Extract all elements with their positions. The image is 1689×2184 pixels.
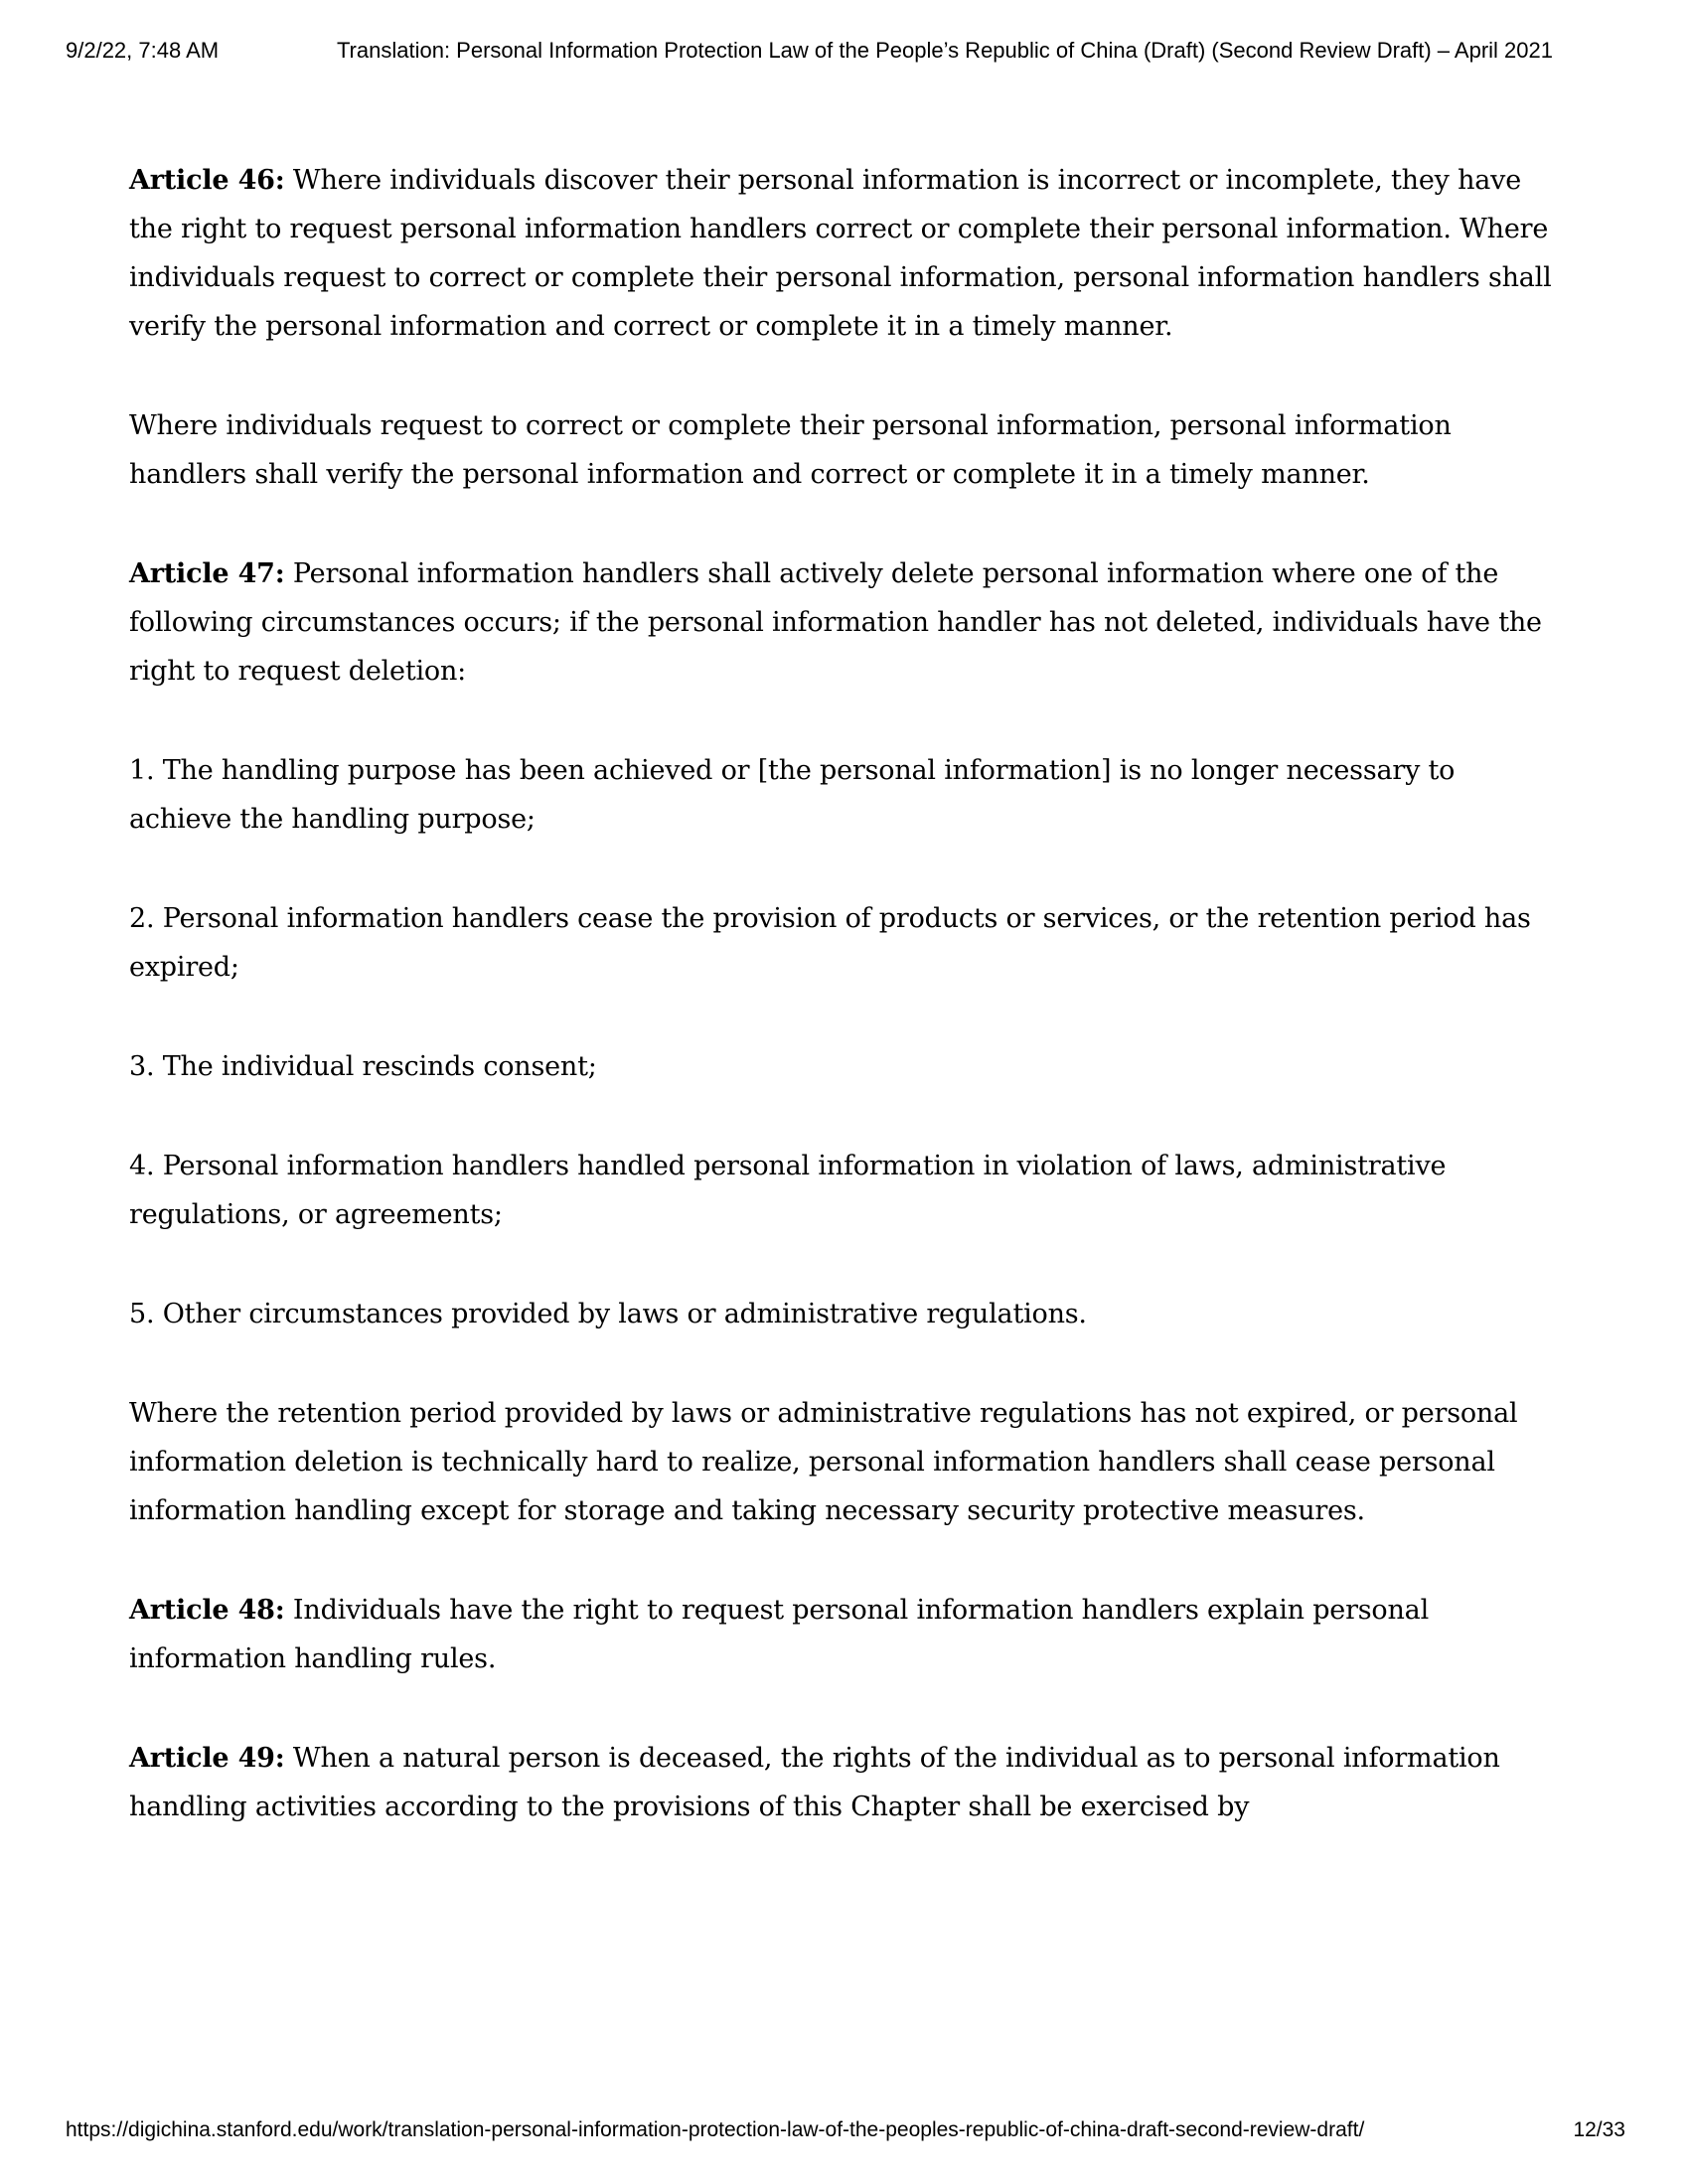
list-item-5 <box>129 1290 1560 1338</box>
article-49-label: Article 49: <box>129 1743 285 1774</box>
paragraph-article-49 <box>129 1734 1560 1831</box>
paragraph-retention <box>129 1389 1560 1535</box>
list-item-4-text: 4. Personal information handlers handled personal information in violation of laws, administrative regulations, or agreements; <box>129 1151 1447 1230</box>
article-46-text: Where individuals discover their personal information is incorrect or incomplete, they have the right to request personal information handlers correct or complete their personal information. Where individuals request to correct or complete their personal information, personal information handlers shall verify the personal information and correct or complete it in a timely manner. <box>129 165 1552 342</box>
list-item-3-text: 3. The individual rescinds consent; <box>129 1051 597 1082</box>
paragraph-article-46 <box>129 156 1560 351</box>
list-item-1 <box>129 746 1560 844</box>
article-48-label: Article 48: <box>129 1595 285 1626</box>
paragraph-article-47 <box>129 549 1560 696</box>
article-49-text: When a natural person is deceased, the rights of the individual as to personal information handling activities according to the provisions of this Chapter shall be exercised by <box>129 1743 1500 1822</box>
article-47-label: Article 47: <box>129 558 285 589</box>
article-48-text: Individuals have the right to request personal information handlers explain personal information handling rules. <box>129 1595 1430 1674</box>
list-item-5-text: 5. Other circumstances provided by laws or administrative regulations. <box>129 1299 1087 1329</box>
print-footer-url: https://digichina.stanford.edu/work/translation-personal-information-protection-law-of-the-peoples-republic-of-china-draft-second-review-draft/ <box>66 2118 1365 2141</box>
print-header-title: Translation: Personal Information Protection Law of the People’s Republic of China (Draft) (Second Review Draft) – April 2021 <box>336 38 1553 63</box>
list-item-4 <box>129 1142 1560 1239</box>
paragraph-article-46-repeat <box>129 401 1560 499</box>
paragraph-retention-text: Where the retention period provided by laws or administrative regulations has not expired, or personal information deletion is technically hard to realize, personal information handlers shall cease personal information handling except for storage and taking necessary security protective measures. <box>129 1398 1518 1526</box>
paragraph-article-48 <box>129 1586 1560 1683</box>
print-header-datetime: 9/2/22, 7:48 AM <box>66 38 220 63</box>
list-item-1-text: 1. The handling purpose has been achieved or [the personal information] is no longer necessary to achieve the handling purpose; <box>129 755 1456 835</box>
list-item-3 <box>129 1042 1560 1091</box>
document-body <box>129 156 1560 1882</box>
list-item-2 <box>129 894 1560 992</box>
article-46-label: Article 46: <box>129 165 285 196</box>
print-footer-page-indicator: 12/33 <box>1573 2118 1625 2141</box>
article-47-text: Personal information handlers shall actively delete personal information where one of the following circumstances occurs; if the personal information handler has not deleted, individuals have the right to request deletion: <box>129 558 1542 687</box>
paragraph-text: Where individuals request to correct or complete their personal information, personal information handlers shall verify the personal information and correct or complete it in a timely manner. <box>129 410 1452 490</box>
list-item-2-text: 2. Personal information handlers cease the provision of products or services, or the retention period has expired; <box>129 903 1531 983</box>
